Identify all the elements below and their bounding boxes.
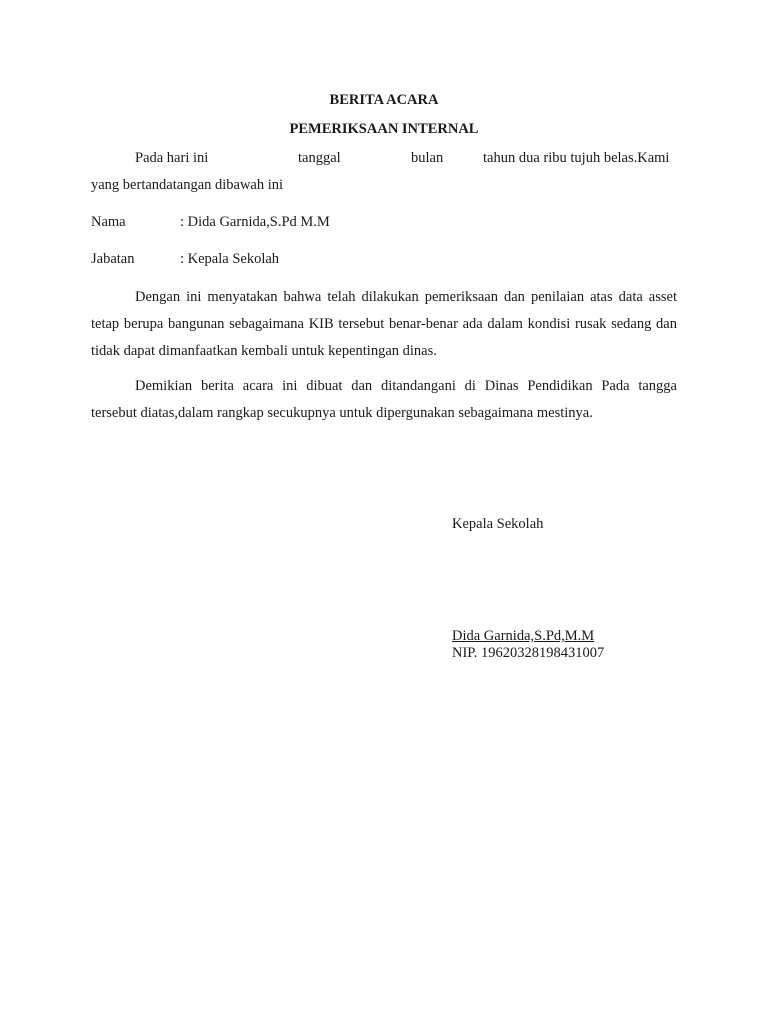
signature-nip: NIP. 19620328198431007 bbox=[452, 645, 605, 661]
document-title: BERITA ACARA bbox=[329, 92, 439, 108]
intro-month-label: bulan bbox=[411, 150, 444, 166]
jabatan-label: Jabatan bbox=[91, 251, 135, 267]
nama-value: : Dida Garnida,S.Pd M.M bbox=[180, 214, 330, 230]
paragraph-1-line-3: tidak dapat dimanfaatkan kembali untuk kepentingan dinas. bbox=[91, 343, 437, 359]
intro-date-label: tanggal bbox=[298, 150, 341, 166]
intro-day-label: Pada hari ini bbox=[135, 150, 209, 166]
nama-label: Nama bbox=[91, 214, 126, 230]
signature-position: Kepala Sekolah bbox=[452, 516, 544, 532]
paragraph-1-line-1: Dengan ini menyatakan bahwa telah dilakukan pemeriksaan dan penilaian atas data asset bbox=[135, 289, 677, 305]
document-subtitle: PEMERIKSAAN INTERNAL bbox=[289, 121, 479, 137]
intro-line-2: yang bertandatangan dibawah ini bbox=[91, 177, 284, 193]
intro-year-text: tahun dua ribu tujuh belas.Kami bbox=[483, 150, 670, 166]
signature-name: Dida Garnida,S.Pd,M.M bbox=[452, 628, 595, 644]
paragraph-1-line-2: tetap berupa bangunan sebagaimana KIB tersebut benar-benar ada dalam kondisi rusak sedang dan bbox=[91, 316, 677, 332]
paragraph-2-line-1: Demikian berita acara ini dibuat dan ditandangani di Dinas Pendidikan Pada tangga bbox=[135, 378, 677, 394]
paragraph-2-line-2: tersebut diatas,dalam rangkap secukupnya untuk dipergunakan sebagaimana mestinya. bbox=[91, 405, 593, 421]
jabatan-value: : Kepala Sekolah bbox=[180, 251, 280, 267]
